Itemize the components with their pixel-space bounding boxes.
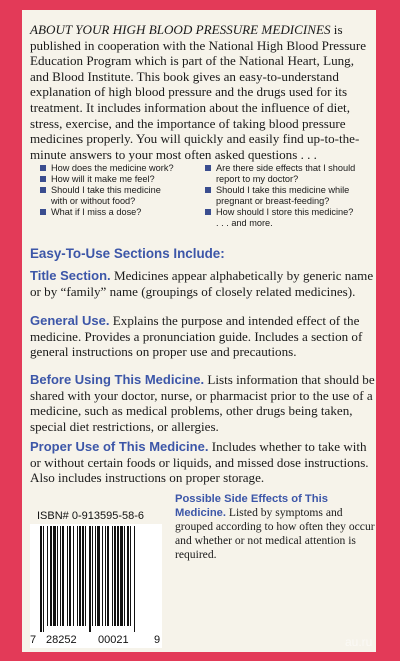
barcode-bar (124, 526, 125, 626)
section-heading: General Use. (30, 313, 110, 328)
isbn-label: ISBN# 0-913595-58-6 (37, 510, 145, 522)
question-item: Are there side effects that I should (205, 163, 375, 174)
question-item: Should I take this medicine (40, 185, 200, 196)
barcode-digit-right: 9 (154, 634, 161, 646)
section-side-effects (175, 492, 375, 562)
sections-heading: Easy-To-Use Sections Include: (30, 246, 225, 261)
barcode-bar (47, 526, 48, 626)
section-before-using (30, 372, 376, 434)
bullet-square-icon (40, 187, 46, 193)
section-body: Includes whether to take with or without certain foods or liquids, and missed dose instructions. Also includes instructions on proper storage. (30, 439, 369, 486)
barcode-digits-group1: 28252 (46, 634, 77, 646)
section-body: Lists information that should be shared with your doctor, nurse, or pharmacist prior to the use of a medicine, such as medical problems, other drugs being taken, special diet restrictions, or allergies. (30, 372, 375, 434)
section-heading: Possible Side Effects of This Medicine. (175, 493, 328, 519)
barcode-bar (82, 526, 84, 626)
bullet-square-icon (40, 165, 46, 171)
bullet-square-icon (40, 176, 46, 182)
intro-body: is published in cooperation with the National High Blood Pressure Education Program which is part of the National Heart, Lung, and Blood Institute. This book gives an easy-to-understand explanation of high blood pressure and the drugs used for its treatment. It includes information about the influence of diet, stress, exercise, and the importance of taking blood pressure medicines properly. You will quickly and easily find up-to-the-minute answers to your most often asked questions . . . (30, 22, 367, 162)
question-list-left (40, 163, 200, 218)
section-general-use (30, 313, 376, 360)
barcode-bar (43, 526, 44, 632)
section-proper-use (30, 439, 376, 486)
section-body: Explains the purpose and intended effect of the medicine. Provides a pronunciation guide. Includes a section of general instructions on proper use and precautions. (30, 313, 363, 360)
section-body: Listed by symptoms and grouped according to how often they occur and whether or not medical attention is required. (175, 506, 375, 561)
barcode-bar (62, 526, 64, 626)
barcode-bar (120, 526, 123, 626)
barcode-bar (50, 526, 52, 626)
barcode-bar (114, 526, 116, 626)
section-heading: Proper Use of This Medicine. (30, 439, 209, 454)
question-item-continued: report to my doctor? (216, 174, 299, 185)
barcode-bar (92, 526, 93, 626)
barcode-bar (130, 526, 131, 626)
section-heading: Before Using This Medicine. (30, 372, 205, 387)
section-title (30, 268, 376, 299)
section-body: Medicines appear alphabetically by generic name or by “family” name (groupings of closely related medicines). (30, 268, 374, 299)
barcode-bar (40, 526, 42, 632)
barcode-bar (57, 526, 58, 626)
barcode-digit-left: 7 (30, 634, 37, 646)
barcode-bar (77, 526, 78, 626)
question-item-continued: pregnant or breast-feeding? (216, 196, 330, 207)
barcode-bar (67, 526, 68, 626)
barcode-bar (95, 526, 96, 626)
section-heading: Title Section. (30, 268, 111, 283)
barcode-bar (117, 526, 119, 626)
barcode-bar (53, 526, 56, 626)
barcode-bar (105, 526, 106, 626)
question-item: How does the medicine work? (40, 163, 200, 174)
barcode-bar (112, 526, 113, 626)
intro-paragraph (30, 22, 376, 162)
barcode-bar (85, 526, 86, 626)
barcode-bar (107, 526, 109, 626)
barcode-bar (127, 526, 129, 626)
barcode-bar (89, 526, 91, 632)
barcode-bar (97, 526, 100, 626)
barcode-bar (102, 526, 103, 626)
book-title: ABOUT YOUR HIGH BLOOD PRESSURE MEDICINES (30, 22, 331, 37)
bullet-square-icon (205, 187, 211, 193)
bullet-square-icon (40, 209, 46, 215)
question-list-right (205, 163, 375, 230)
question-item: How will it make me feel? (40, 174, 200, 185)
barcode (30, 524, 162, 648)
question-item: What if I miss a dose? (40, 207, 200, 218)
watermark: au.ru (345, 635, 373, 649)
barcode-bar (79, 526, 81, 626)
question-item-continued: with or without food? (51, 196, 136, 207)
barcode-bar (73, 526, 74, 626)
barcode-bar (69, 526, 71, 626)
bullet-square-icon (205, 165, 211, 171)
bullet-square-icon (205, 209, 211, 215)
question-item: Should I take this medicine while (205, 185, 375, 196)
question-item-continued: . . . and more. (216, 218, 273, 229)
barcode-bars (30, 524, 162, 632)
barcode-bar (134, 526, 135, 632)
barcode-digits-group2: 00021 (98, 634, 129, 646)
question-item: How should I store this medicine? (205, 207, 375, 218)
barcode-bar (60, 526, 61, 626)
